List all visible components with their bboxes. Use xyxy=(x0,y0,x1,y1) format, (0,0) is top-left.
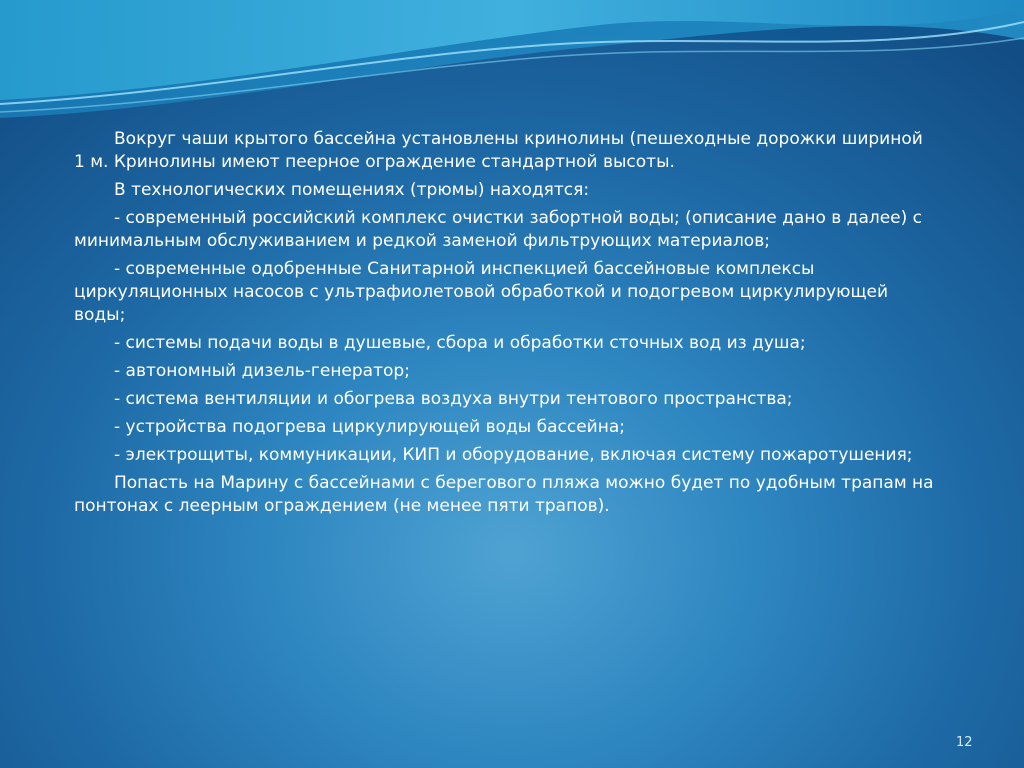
list-item: - современный российский комплекс очистки забортной воды; (описание дано в далее) с минимальным обслуживанием и редкой заменой фильтрующих материалов; xyxy=(74,208,923,251)
paragraph-intro: Вокруг чаши крытого бассейна установлены кринолины (пешеходные дорожки шириной 1 м. Кринолины имеют пеерное ограждение стандартной высоты. xyxy=(74,129,923,172)
list-item: - системы подачи воды в душевые, сбора и обработки сточных вод из душа; xyxy=(114,333,806,353)
list-item: - электрощиты, коммуникации, КИП и оборудование, включая систему пожаротушения; xyxy=(114,445,913,465)
paragraph-access: Попасть на Марину с бассейнами с берегового пляжа можно будет по удобным трапам на понтонах с леерным ограждением (не менее пяти трапов). xyxy=(74,473,934,516)
page-number: 12 xyxy=(956,735,973,750)
slide-body xyxy=(74,128,934,523)
paragraph-tech-rooms: В технологических помещениях (трюмы) находятся: xyxy=(114,180,590,200)
list-item: - система вентиляции и обогрева воздуха внутри тентового пространства; xyxy=(114,389,793,409)
list-item: - автономный дизель-генератор; xyxy=(114,361,410,381)
list-item: - современные одобренные Санитарной инспекцией бассейновые комплексы циркуляционных насосов с ультрафиолетовой обработкой и подогревом циркулирующей воды; xyxy=(74,259,888,325)
list-item: - устройства подогрева циркулирующей воды бассейна; xyxy=(114,417,625,437)
